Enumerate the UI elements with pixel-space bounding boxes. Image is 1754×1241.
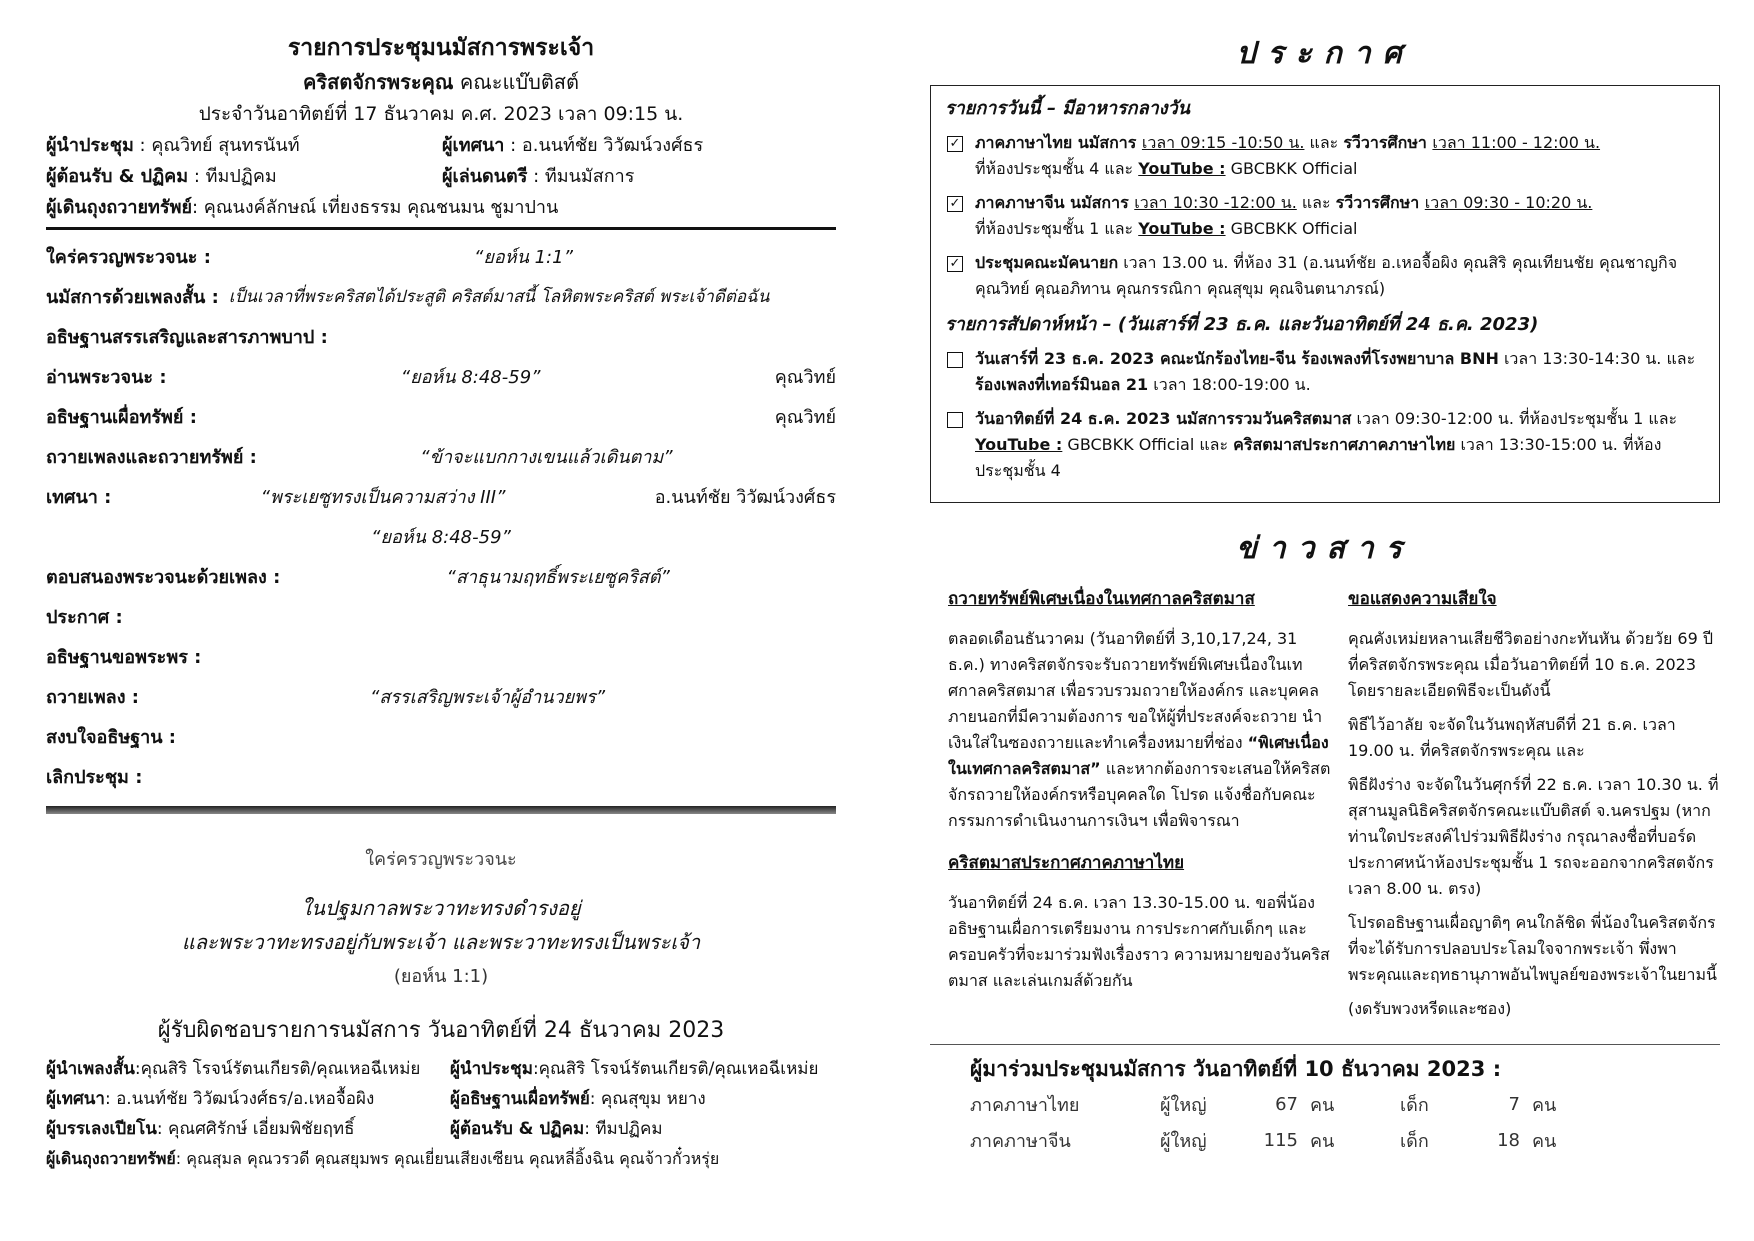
order-item: สงบใจอธิษฐาน :: [46, 726, 177, 748]
verse-heading: ใคร่ครวญพระวจนะ: [365, 849, 517, 870]
news-section: [930, 586, 1720, 1030]
order-item: ใคร่ครวญพระวจนะ : “ยอห์น 1:1”: [46, 246, 573, 268]
news-title: ข่าวสาร: [1236, 531, 1414, 566]
checkbox-empty-icon: [947, 412, 963, 428]
staff-row: ผู้ต้อนรับ & ปฏิคม : ทีมปฏิคม ผู้เล่นดนตรี : ทีมนมัสการ: [46, 166, 635, 187]
attendance-row: ภาคภาษาไทย ผู้ใหญ่ 67 คน เด็ก 7 คน: [970, 1093, 1557, 1116]
order-item: อธิษฐานสรรเสริญและสารภาพบาป :: [46, 326, 328, 348]
news-paragraph: พิธีไว้อาลัย จะจัดในวันพฤหัสบดีที่ 21 ธ.ค. เวลา 19.00 น. ที่คริสตจักรพระคุณ และ: [1348, 715, 1676, 760]
checkbox-checked-icon: ✓: [947, 256, 963, 272]
news-paragraph: วันอาทิตย์ที่ 24 ธ.ค. เวลา 13.30-15.00 น. ขอพี่น้องอธิษฐานเผื่อการเตรียมงาน การประกาศกับเด็กๆ และครอบครัวที่จะมาร่วมฟังเรื่องราว ความหมายของวันคริสตมาส และเล่นเกมส์ด้วยกัน: [948, 893, 1330, 990]
church-name: คริสตจักรพระคุณ คณะแบ๊บติสต์: [303, 70, 579, 94]
section-divider-bar: [46, 806, 836, 814]
news-paragraph: คุณคังเหม่ยหลานเสียชีวิตอย่างกะทันหัน ด้วยวัย 69 ปี ที่คริสตจักรพระคุณ เมื่อวันอาทิตย์ที่ 10 ธ.ค. 2023 โดยรายละเอียดพิธีจะเป็นดังนี้: [1348, 629, 1714, 700]
announcement-item: ✓ ประชุมคณะมัคนายก เวลา 13.00 น. ที่ห้อง 31 (อ.นนท์ชัย อ.เหอจื้อผิง คุณสิริ คุณเทียนชัย คุณชาญกิจ คุณวิทย์ คุณอภิทาน คุณกรรณิกา คุณสุขุม คุณจินตนาภรณ์): [945, 250, 1705, 302]
order-item: ประกาศ :: [46, 606, 123, 628]
order-item: เลิกประชุม :: [46, 766, 143, 788]
news-paragraph: พิธีฝังร่าง จะจัดในวันศุกร์ที่ 22 ธ.ค. เวลา 10.30 น. ที่สุสานมูลนิธิคริสตจักรคณะแบ๊บติสต์ จ.นครปฐม (หากท่านใดประสงค์ไปร่วมพิธีฝังร่าง กรุณาลงชื่อที่บอร์ดประกาศหน้าห้องประชุมชั้น 1 รถจะออกจากคริสตจักร เวลา 8.00 น. ตรง): [1348, 775, 1719, 898]
order-item: อธิษฐานเผื่อทรัพย์ : คุณวิทย์: [46, 406, 836, 428]
order-of-service: [46, 236, 836, 796]
divider: [930, 1044, 1720, 1045]
attendance-row: ภาคภาษาจีน ผู้ใหญ่ 115 คน เด็ก 18 คน: [970, 1129, 1557, 1152]
news-heading: ขอแสดงความเสียใจ: [1348, 589, 1497, 609]
order-item: “ยอห์น 8:48-59”: [371, 526, 511, 548]
responsibility-row: ผู้เทศนา: อ.นนท์ชัย วิวัฒน์วงศ์ธร/อ.เหอจื้อผิง ผู้อธิษฐานเผื่อทรัพย์: คุณสุขุม หยาง: [46, 1089, 706, 1109]
order-item: นมัสการด้วยเพลงสั้น : เป็นเวลาที่พระคริสตได้ประสูติ คริสต์มาสนี้ โลหิตพระคริสต์ พระเจ้าดีต่อฉัน: [46, 286, 770, 308]
order-item: อ่านพระวจนะ : “ยอห์น 8:48-59” คุณวิทย์: [46, 366, 836, 388]
checkbox-empty-icon: [947, 352, 963, 368]
announcements-column: [930, 30, 1720, 1158]
responsibility-title: ผู้รับผิดชอบรายการนมัสการ วันอาทิตย์ที่ 24 ธันวาคม 2023: [157, 1018, 725, 1043]
today-heading: รายการวันนี้ – มีอาหารกลางวัน: [945, 98, 1190, 119]
order-item: อธิษฐานขอพระพร :: [46, 646, 202, 668]
news-column: [1336, 586, 1720, 1030]
verse-reference: (ยอห์น 1:1): [393, 966, 489, 987]
order-item: ถวายเพลง : “สรรเสริญพระเจ้าผู้อำนวยพร”: [46, 686, 606, 708]
announcement-item: วันอาทิตย์ที่ 24 ธ.ค. 2023 นมัสการรวมวันคริสตมาส เวลา 09:30-12:00 น. ที่ห้องประชุมชั้น 1 และ YouTube : GBCBKK Official และ คริสตมาสประกาศภาคภาษาไทย เวลา 13:30-15:00 น. ที่ห้องประชุมชั้น 4: [945, 406, 1705, 484]
staff-list: [46, 130, 836, 223]
announcements-title: ประกาศ: [1236, 36, 1414, 71]
staff-row: ผู้เดินถุงถวายทรัพย์: คุณนงค์ลักษณ์ เที่ยงธรรม คุณชนมน ชูมาปาน: [46, 197, 559, 218]
responsibility-row: ผู้บรรเลงเปียโน: คุณศศิรักษ์ เอี่ยมพิชัยฤทธิ์ ผู้ต้อนรับ & ปฏิคม: ทีมปฏิคม: [46, 1119, 663, 1139]
responsibility-row: ผู้เดินถุงถวายทรัพย์: คุณสุมล คุณวรวดี คุณสยุมพร คุณเยี่ยนเสียงเซียน คุณหลี่อิ้งฉิน คุณจ้าวกั๋วหรุ่ย: [46, 1149, 720, 1168]
staff-row: ผู้นำประชุม : คุณวิทย์ สุนทรนันท์ ผู้เทศนา : อ.นนท์ชัย วิวัฒน์วงศ์ธร: [46, 135, 704, 156]
announcement-item: ✓ ภาคภาษาจีน นมัสการ เวลา 10:30 -12:00 น. และ รวีวารศึกษา เวลา 09:30 - 10:20 น. ที่ห้องประชุมชั้น 1 และ YouTube : GBCBKK Official: [945, 190, 1705, 242]
service-date: ประจำวันอาทิตย์ที่ 17 ธันวาคม ค.ศ. 2023 เวลา 09:15 น.: [198, 103, 684, 125]
announcement-box: [930, 85, 1720, 503]
page-title: รายการประชุมนมัสการพระเจ้า: [287, 35, 595, 61]
announcement-item: ✓ ภาคภาษาไทย นมัสการ เวลา 09:15 -10:50 น. และ รวีวารศึกษา เวลา 11:00 - 12:00 น. ที่ห้องประชุมชั้น 4 และ YouTube : GBCBKK Official: [945, 130, 1705, 182]
order-item: ถวายเพลงและถวายทรัพย์ : “ข้าจะแบกกางเขนแล้วเดินตาม”: [46, 446, 673, 468]
checkbox-checked-icon: ✓: [947, 136, 963, 152]
order-item: ตอบสนองพระวจนะด้วยเพลง : “สาธุนามฤทธิ์พระเยซูคริสต์”: [46, 566, 670, 588]
news-paragraph: ตลอดเดือนธันวาคม (วันอาทิตย์ที่ 3,10,17,24, 31 ธ.ค.) ทางคริสตจักรจะรับถวายทรัพย์พิเศษเนื่องในเทศกาลคริสตมาส เพื่อรวบรวมถวายให้องค์กร และบุคคลภายนอกที่มีความต้องการ ขอให้ผู้ที่ประสงค์จะถวาย นำเงินใส่ในซองถวายและทำเครื่องหมายที่ช่อง “พิเศษเนื่องในเทศกาลคริสตมาส” และหากต้องการจะเสนอให้คริสตจักรถวายให้องค์กรหรือบุคคลใด โปรด แจ้งชื่อกับคณะกรรมการดำเนินงานการเงินฯ เพื่อพิจารณา: [948, 629, 1331, 830]
responsibility-list: [46, 1054, 836, 1174]
responsibility-row: ผู้นำเพลงสั้น:คุณสิริ โรจน์รัตนเกียรติ/คุณเหอฉีเหม่ย ผู้นำประชุม:คุณสิริ โรจน์รัตนเกียรติ/คุณเหอฉีเหม่ย: [46, 1059, 819, 1079]
attendance-title: ผู้มาร่วมประชุมนมัสการ วันอาทิตย์ที่ 10 ธันวาคม 2023 :: [970, 1057, 1502, 1081]
announcement-item: วันเสาร์ที่ 23 ธ.ค. 2023 คณะนักร้องไทย-จีน ร้องเพลงที่โรงพยาบาล BNH เวลา 13:30-14:30 น. และ ร้องเพลงที่เทอร์มินอล 21 เวลา 18:00-19:00 น.: [945, 346, 1705, 398]
next-week-heading: รายการสัปดาห์หน้า – (วันเสาร์ที่ 23 ธ.ค. และวันอาทิตย์ที่ 24 ธ.ค. 2023): [945, 314, 1539, 335]
divider: [46, 227, 836, 230]
news-paragraph: (งดรับพวงหรีดและซอง): [1348, 999, 1512, 1018]
news-paragraph: โปรดอธิษฐานเผื่อญาติๆ คนใกล้ชิด พี่น้องในคริสตจักร ที่จะได้รับการปลอบประโลมใจจากพระเจ้า พึ่งพาพระคุณและฤทธานุภาพอันไพบูลย์ของพระเจ้าในยามนี้: [1348, 913, 1717, 984]
order-item: เทศนา : “พระเยซูทรงเป็นความสว่าง III” อ.นนท์ชัย วิวัฒน์วงศ์ธร: [46, 486, 836, 508]
checkbox-checked-icon: ✓: [947, 196, 963, 212]
memory-verse: ในปฐมกาลพระวาทะทรงดำรงอยู่ และพระวาทะทรงอยู่กับพระเจ้า และพระวาทะทรงเป็นพระเจ้า: [181, 896, 701, 954]
news-heading: ถวายทรัพย์พิเศษเนื่องในเทศกาลคริสตมาส: [948, 589, 1255, 609]
news-column: [930, 586, 1336, 1030]
news-heading: คริสตมาสประกาศภาคภาษาไทย: [948, 853, 1185, 873]
worship-order-column: [46, 30, 836, 1174]
